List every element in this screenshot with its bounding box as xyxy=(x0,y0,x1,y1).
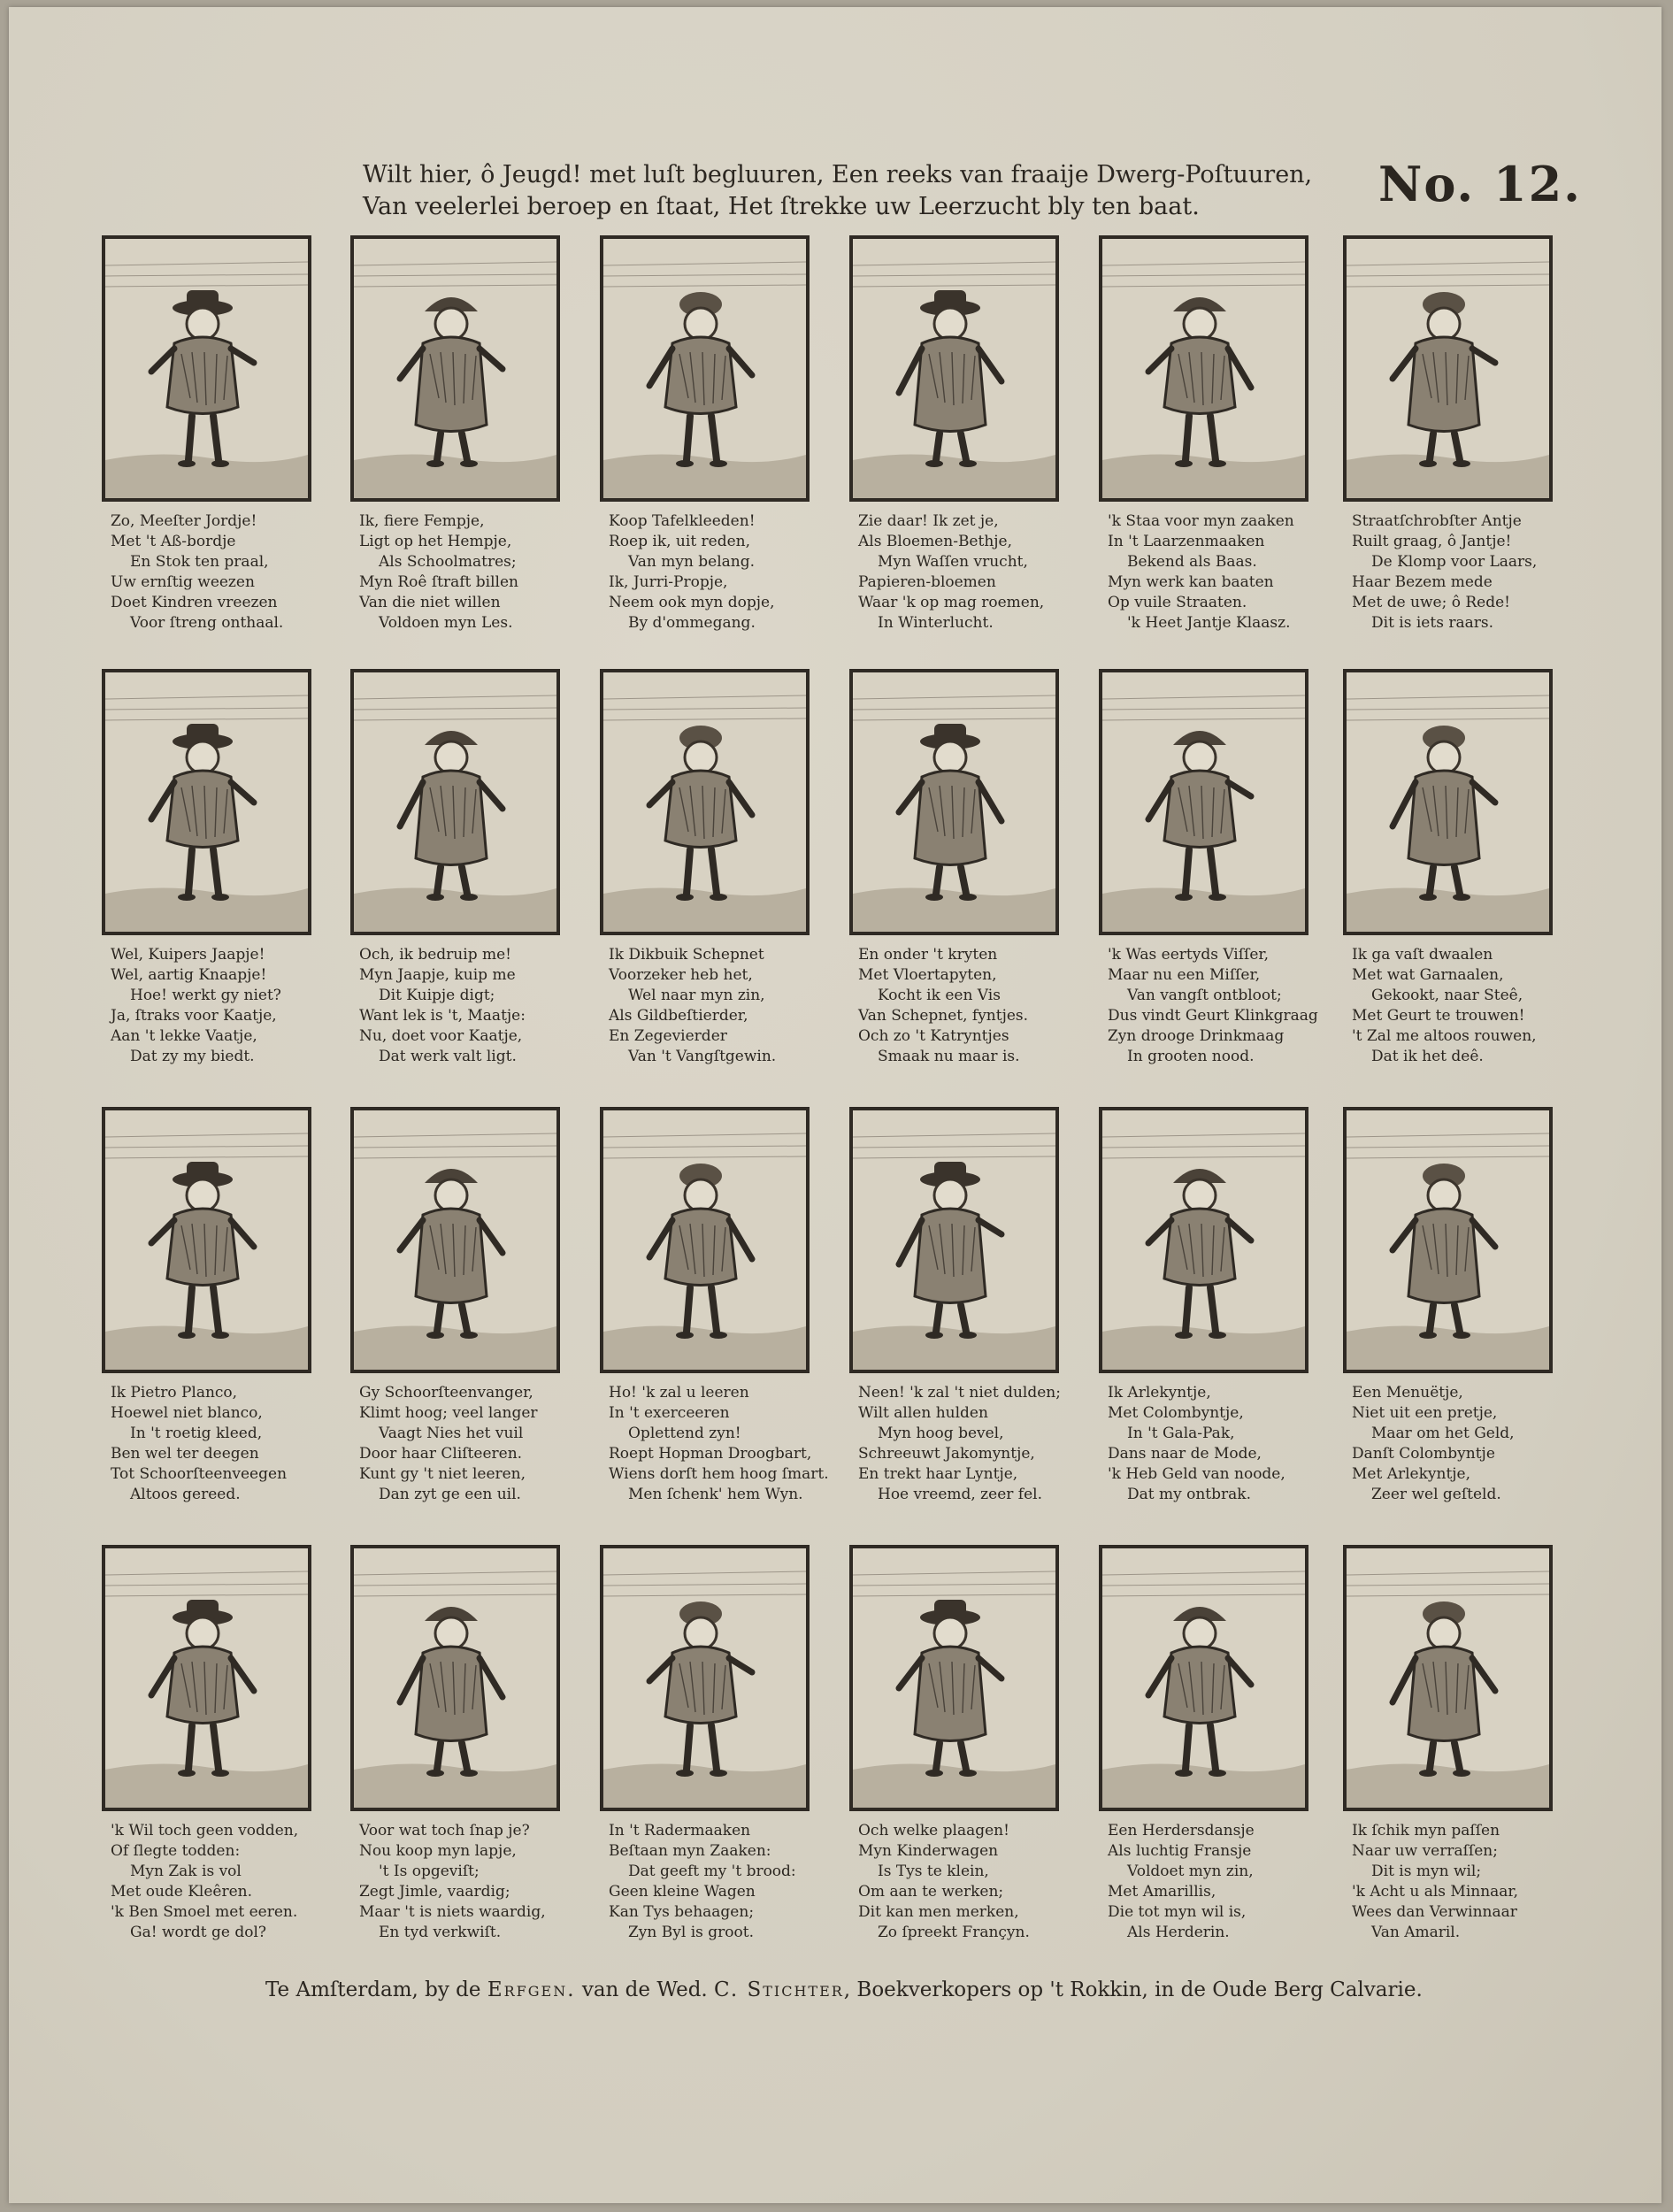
verse-line: Neen! 'k zal 't niet dulden; xyxy=(858,1384,1061,1402)
verse-line: Nu, doet voor Kaatje, xyxy=(359,1027,523,1045)
verse-line: Nou koop myn lapje, xyxy=(359,1842,517,1860)
verse-line: Koop Tafelkleeden! xyxy=(609,512,756,530)
woodcut-illustration xyxy=(1343,1545,1553,1811)
verse-line: By d'ommegang. xyxy=(628,614,756,632)
figure-cell xyxy=(600,235,812,660)
verse-line: En onder 't kryten xyxy=(858,946,998,964)
verse-line: Myn Zak is vol xyxy=(130,1863,242,1880)
woodcut-illustration xyxy=(1343,235,1553,502)
verse-line: Roept Hopman Droogbart, xyxy=(609,1445,812,1463)
woodcut-illustration xyxy=(1099,1107,1308,1373)
woodcut-illustration xyxy=(1343,669,1553,935)
verse-line: Myn werk kan baaten xyxy=(1108,573,1274,591)
verse-line: Maar nu een Miſſer, xyxy=(1108,966,1261,984)
verse-line: Waar 'k op mag roemen, xyxy=(858,594,1045,611)
verse-line: Zo, Meeſter Jordje! xyxy=(111,512,257,530)
sheet-title xyxy=(363,159,1336,223)
verse-line: Dat geeft my 't brood: xyxy=(628,1863,796,1880)
verse-line: Myn Jaapje, kuip me xyxy=(359,966,516,984)
verse-line: Met Geurt te trouwen! xyxy=(1352,1007,1525,1025)
verse xyxy=(1108,511,1320,634)
verse-line: Met wat Garnaalen, xyxy=(1352,966,1504,984)
verse-line: Och welke plaagen! xyxy=(858,1822,1009,1839)
figure-cell xyxy=(849,669,1062,1094)
imprint-printer: C. Stichter xyxy=(714,1978,844,2001)
woodcut-illustration xyxy=(350,1545,560,1811)
woodcut-illustration xyxy=(600,669,810,935)
verse-line: Want lek is 't, Maatje: xyxy=(359,1007,526,1025)
figure-cell xyxy=(600,1545,812,1970)
verse-line: De Klomp voor Laars, xyxy=(1371,553,1538,571)
verse-line: Voldoen myn Les. xyxy=(379,614,513,632)
verse-line: Van myn belang. xyxy=(628,553,756,571)
woodcut-illustration xyxy=(1099,1545,1308,1811)
verse xyxy=(359,945,572,1067)
verse-line: Zo ſpreekt Françyn. xyxy=(878,1924,1030,1941)
woodcut-illustration xyxy=(1099,669,1308,935)
verse-line: Kan Tys behaagen; xyxy=(609,1903,755,1921)
verse xyxy=(858,945,1071,1067)
verse-line: Als Gildbeſtierder, xyxy=(609,1007,748,1025)
verse-line: Ligt op het Hempje, xyxy=(359,533,512,550)
verse-line: Als Bloemen-Bethje, xyxy=(858,533,1013,550)
figure-cell xyxy=(1099,1107,1311,1532)
verse-line: Klimt hoog; veel langer xyxy=(359,1404,538,1422)
verse-line: Op vuile Straaten. xyxy=(1108,594,1247,611)
verse-line: Voldoet myn zin, xyxy=(1127,1863,1254,1880)
imprint-heirs: Erfgen. xyxy=(487,1978,576,2001)
verse-line: 't Is opgeviſt; xyxy=(379,1863,480,1880)
verse-line: Haar Bezem mede xyxy=(1352,573,1493,591)
figure-cell xyxy=(102,1107,314,1532)
verse-line: Dat werk valt ligt. xyxy=(379,1048,517,1065)
verse-line: Tot Schoorſteenveegen xyxy=(111,1465,288,1483)
verse-line: En Zegevierder xyxy=(609,1027,727,1045)
verse-line: Voor ſtreng onthaal. xyxy=(130,614,284,632)
verse-line: Vaagt Nies het vuil xyxy=(379,1425,524,1442)
figure-cell xyxy=(350,235,563,660)
figure-cell xyxy=(600,1107,829,1532)
verse xyxy=(858,1821,1071,1943)
verse-line: Ik, fiere Fempje, xyxy=(359,512,485,530)
verse xyxy=(609,945,821,1067)
verse-line: Maar 't is niets waardig, xyxy=(359,1903,546,1921)
verse xyxy=(858,511,1071,634)
verse-line: In grooten nood. xyxy=(1127,1048,1255,1065)
verse xyxy=(609,1821,821,1943)
verse-line: En tyd verkwiſt. xyxy=(379,1924,502,1941)
verse-line: Dit is myn wil; xyxy=(1371,1863,1482,1880)
title-line-1: Wilt hier, ô Jeugd! met luſt begluuren, Een reeks van fraaije Dwerg-Poſtuuren, xyxy=(363,161,1313,188)
verse-line: Ik Pietro Planco, xyxy=(111,1384,238,1402)
verse xyxy=(111,1383,323,1505)
verse-line: Kunt gy 't niet leeren, xyxy=(359,1465,526,1483)
verse xyxy=(359,1383,572,1505)
verse-line: Hoe vreemd, zeer fel. xyxy=(878,1486,1042,1503)
verse xyxy=(111,1821,323,1943)
verse-line: Ik Dikbuik Schepnet xyxy=(609,946,764,964)
verse-line: Myn Roê ſtraft billen xyxy=(359,573,518,591)
verse-line: Hoe! werkt gy niet? xyxy=(130,987,281,1004)
verse-line: Gy Schoorſteenvanger, xyxy=(359,1384,533,1402)
verse-line: Wees dan Verwinnaar xyxy=(1352,1903,1517,1921)
verse-line: Och, ik bedruip me! xyxy=(359,946,511,964)
verse-line: Naar uw verraſſen; xyxy=(1352,1842,1498,1860)
verse-line: Dit kan men merken, xyxy=(858,1903,1019,1921)
verse-line: Myn Waſſen vrucht, xyxy=(878,553,1028,571)
verse-line: Voor wat toch ſnap je? xyxy=(359,1822,530,1839)
woodcut-illustration xyxy=(350,1107,560,1373)
verse-line: Van Amaril. xyxy=(1371,1924,1461,1941)
verse xyxy=(1352,1821,1564,1943)
figure-cell xyxy=(1099,669,1318,1094)
figure-cell xyxy=(102,1545,314,1970)
verse-line: Of ſlegte todden: xyxy=(111,1842,241,1860)
verse-line: Dans naar de Mode, xyxy=(1108,1445,1262,1463)
verse-line: Schreeuwt Jakomyntje, xyxy=(858,1445,1035,1463)
woodcut-illustration xyxy=(849,235,1059,502)
verse-line: Geen kleine Wagen xyxy=(609,1883,756,1901)
verse-line: Dit Kuipje digt; xyxy=(379,987,495,1004)
verse xyxy=(1352,1383,1564,1505)
figure-cell xyxy=(350,1545,563,1970)
verse-line: En Stok ten praal, xyxy=(130,553,269,571)
imprint-footer xyxy=(265,1978,1504,2001)
verse xyxy=(111,945,323,1067)
verse-line: Zyn Byl is groot. xyxy=(628,1924,754,1941)
woodcut-illustration xyxy=(102,235,311,502)
verse-line: Ik ſchik myn paſſen xyxy=(1352,1822,1500,1839)
verse-line: In 't Laarzenmaaken xyxy=(1108,533,1265,550)
figure-cell xyxy=(600,669,812,1094)
verse-line: Die tot myn wil is, xyxy=(1108,1903,1247,1921)
verse-line: Van vangſt ontbloot; xyxy=(1127,987,1282,1004)
figure-cell xyxy=(1099,1545,1311,1970)
verse xyxy=(359,1821,572,1943)
woodcut-illustration xyxy=(350,235,560,502)
figure-cell xyxy=(849,235,1062,660)
verse-line: Met de uwe; ô Rede! xyxy=(1352,594,1511,611)
verse-line: Myn Kinderwagen xyxy=(858,1842,999,1860)
woodcut-illustration xyxy=(849,1545,1059,1811)
figure-cell xyxy=(1343,1107,1555,1532)
verse-line: Met oude Kleêren. xyxy=(111,1883,253,1901)
verse xyxy=(1352,945,1564,1067)
verse-line: Zeer wel geſteld. xyxy=(1371,1486,1501,1503)
verse-line: En trekt haar Lyntje, xyxy=(858,1465,1018,1483)
imprint-address: , Boekverkopers op 't Rokkin, in de Oude Berg Calvarie. xyxy=(843,1978,1423,2001)
imprint-place: Te Amſterdam, by de xyxy=(265,1978,487,2001)
verse xyxy=(359,511,572,634)
verse-line: Voorzeker heb het, xyxy=(609,966,753,984)
verse-line: Danſt Colombyntje xyxy=(1352,1445,1495,1463)
figure-cell xyxy=(1343,1545,1555,1970)
verse-line: Wel, Kuipers Jaapje! xyxy=(111,946,265,964)
verse-line: Neem ook myn dopje, xyxy=(609,594,775,611)
figure-cell xyxy=(1343,235,1555,660)
verse-line: Och zo 't Katryntjes xyxy=(858,1027,1009,1045)
verse-line: In 't exerceeren xyxy=(609,1404,730,1422)
verse-line: 'k Wil toch geen vodden, xyxy=(111,1822,299,1839)
verse-line: Van Schepnet, fyntjes. xyxy=(858,1007,1029,1025)
verse-line: Hoewel niet blanco, xyxy=(111,1404,263,1422)
figure-cell xyxy=(849,1545,1062,1970)
verse-line: Altoos gereed. xyxy=(130,1486,241,1503)
verse-line: Ja, ſtraks voor Kaatje, xyxy=(111,1007,277,1025)
verse xyxy=(609,1383,829,1505)
title-line-2: Van veelerlei beroep en ſtaat, Het ſtrekke uw Leerzucht bly ten baat. xyxy=(363,193,1200,220)
verse-line: Met Vloertapyten, xyxy=(858,966,997,984)
verse-line: Met 't Aß-bordje xyxy=(111,533,236,550)
verse-line: In 't Gala-Pak, xyxy=(1127,1425,1235,1442)
verse-line: Zyn drooge Drinkmaag xyxy=(1108,1027,1285,1045)
verse-line: Gekookt, naar Steê, xyxy=(1371,987,1523,1004)
verse-line: Van 't Vangſtgewin. xyxy=(628,1048,777,1065)
verse-line: Niet uit een pretje, xyxy=(1352,1404,1498,1422)
figure-cell xyxy=(1343,669,1555,1094)
verse-line: Een Herdersdansje xyxy=(1108,1822,1255,1839)
verse xyxy=(111,511,323,634)
verse-line: Wel, aartig Knaapje! xyxy=(111,966,267,984)
imprint-widow: van de Wed. xyxy=(575,1978,715,2001)
verse-line: Myn hoog bevel, xyxy=(878,1425,1004,1442)
verse-line: 't Zal me altoos rouwen, xyxy=(1352,1027,1537,1045)
woodcut-illustration xyxy=(1343,1107,1553,1373)
verse-line: Dan zyt ge een uil. xyxy=(379,1486,521,1503)
verse-line: Als Herderin. xyxy=(1127,1924,1230,1941)
verse-line: Straatſchrobſter Antje xyxy=(1352,512,1522,530)
verse-line: Ik Arlekyntje, xyxy=(1108,1384,1211,1402)
figure-cell xyxy=(102,235,314,660)
verse-line: 'k Heet Jantje Klaasz. xyxy=(1127,614,1291,632)
verse-line: In Winterlucht. xyxy=(878,614,994,632)
sheet-number: No. 12. xyxy=(1378,156,1582,212)
figure-cell xyxy=(350,1107,563,1532)
woodcut-illustration xyxy=(849,669,1059,935)
verse-line: Als luchtig Fransje xyxy=(1108,1842,1252,1860)
verse-line: Van die niet willen xyxy=(359,594,501,611)
verse-line: Zie daar! Ik zet je, xyxy=(858,512,999,530)
figure-cell xyxy=(102,669,314,1094)
verse-line: Men ſchenk' hem Wyn. xyxy=(628,1486,803,1503)
verse-line: Met Colombyntje, xyxy=(1108,1404,1244,1422)
figure-cell xyxy=(350,669,563,1094)
figure-cell xyxy=(849,1107,1062,1532)
verse-line: 'k Acht u als Minnaar, xyxy=(1352,1883,1519,1901)
verse xyxy=(1108,1383,1320,1505)
verse-line: Dus vindt Geurt Klinkgraag xyxy=(1108,1007,1318,1025)
verse-line: Dat ik het deê. xyxy=(1371,1048,1484,1065)
woodcut-illustration xyxy=(600,235,810,502)
verse xyxy=(609,511,821,634)
verse-line: Ik ga vaſt dwaalen xyxy=(1352,946,1493,964)
verse-line: Uw ernſtig weezen xyxy=(111,573,255,591)
verse-line: Wilt allen hulden xyxy=(858,1404,988,1422)
woodcut-illustration xyxy=(350,669,560,935)
verse-line: Wel naar myn zin, xyxy=(628,987,765,1004)
verse-line: Ga! wordt ge dol? xyxy=(130,1924,266,1941)
verse-line: Papieren-bloemen xyxy=(858,573,996,591)
verse-line: Met Arlekyntje, xyxy=(1352,1465,1471,1483)
verse-line: Kocht ik een Vis xyxy=(878,987,1001,1004)
verse-line: Roep ik, uit reden, xyxy=(609,533,751,550)
verse-line: Dat my ontbrak. xyxy=(1127,1486,1251,1503)
woodcut-illustration xyxy=(600,1545,810,1811)
verse-line: Beſtaan myn Zaaken: xyxy=(609,1842,771,1860)
woodcut-illustration xyxy=(1099,235,1308,502)
verse-line: Is Tys te klein, xyxy=(878,1863,989,1880)
verse-line: 'k Staa voor myn zaaken xyxy=(1108,512,1294,530)
verse-line: Ho! 'k zal u leeren xyxy=(609,1384,749,1402)
verse-line: Doet Kindren vreezen xyxy=(111,594,278,611)
woodcut-illustration xyxy=(102,1545,311,1811)
verse-line: Bekend als Baas. xyxy=(1127,553,1257,571)
verse-line: 'k Was eertyds Viſſer, xyxy=(1108,946,1270,964)
woodcut-illustration xyxy=(102,1107,311,1373)
woodcut-illustration xyxy=(600,1107,810,1373)
verse-line: Ben wel ter deegen xyxy=(111,1445,259,1463)
verse-line: In 't Radermaaken xyxy=(609,1822,751,1839)
verse-line: Oplettend zyn! xyxy=(628,1425,741,1442)
verse xyxy=(858,1383,1071,1505)
verse-line: Aan 't lekke Vaatje, xyxy=(111,1027,257,1045)
woodcut-illustration xyxy=(102,669,311,935)
verse-line: Een Menuëtje, xyxy=(1352,1384,1463,1402)
verse-line: Als Schoolmatres; xyxy=(379,553,517,571)
verse-line: Met Amarillis, xyxy=(1108,1883,1216,1901)
verse-line: Zegt Jimle, vaardig; xyxy=(359,1883,510,1901)
verse-line: Dit is iets raars. xyxy=(1371,614,1493,632)
verse-line: Wiens dorſt hem hoog ſmart. xyxy=(609,1465,829,1483)
verse xyxy=(1108,1821,1320,1943)
broadsheet-page xyxy=(9,7,1661,2203)
figure-cell xyxy=(1099,235,1311,660)
woodcut-illustration xyxy=(849,1107,1059,1373)
verse-line: Ruilt graag, ô Jantje! xyxy=(1352,533,1512,550)
verse-line: Smaak nu maar is. xyxy=(878,1048,1020,1065)
verse xyxy=(1352,511,1564,634)
verse-line: Ik, Jurri-Propje, xyxy=(609,573,728,591)
verse-line: Om aan te werken; xyxy=(858,1883,1004,1901)
verse xyxy=(1108,945,1320,1067)
verse-line: Dat zy my biedt. xyxy=(130,1048,255,1065)
verse-line: Maar om het Geld, xyxy=(1371,1425,1515,1442)
verse-line: 'k Ben Smoel met eeren. xyxy=(111,1903,298,1921)
verse-line: In 't roetig kleed, xyxy=(130,1425,263,1442)
verse-line: 'k Heb Geld van noode, xyxy=(1108,1465,1285,1483)
verse-line: Door haar Cliſteeren. xyxy=(359,1445,523,1463)
